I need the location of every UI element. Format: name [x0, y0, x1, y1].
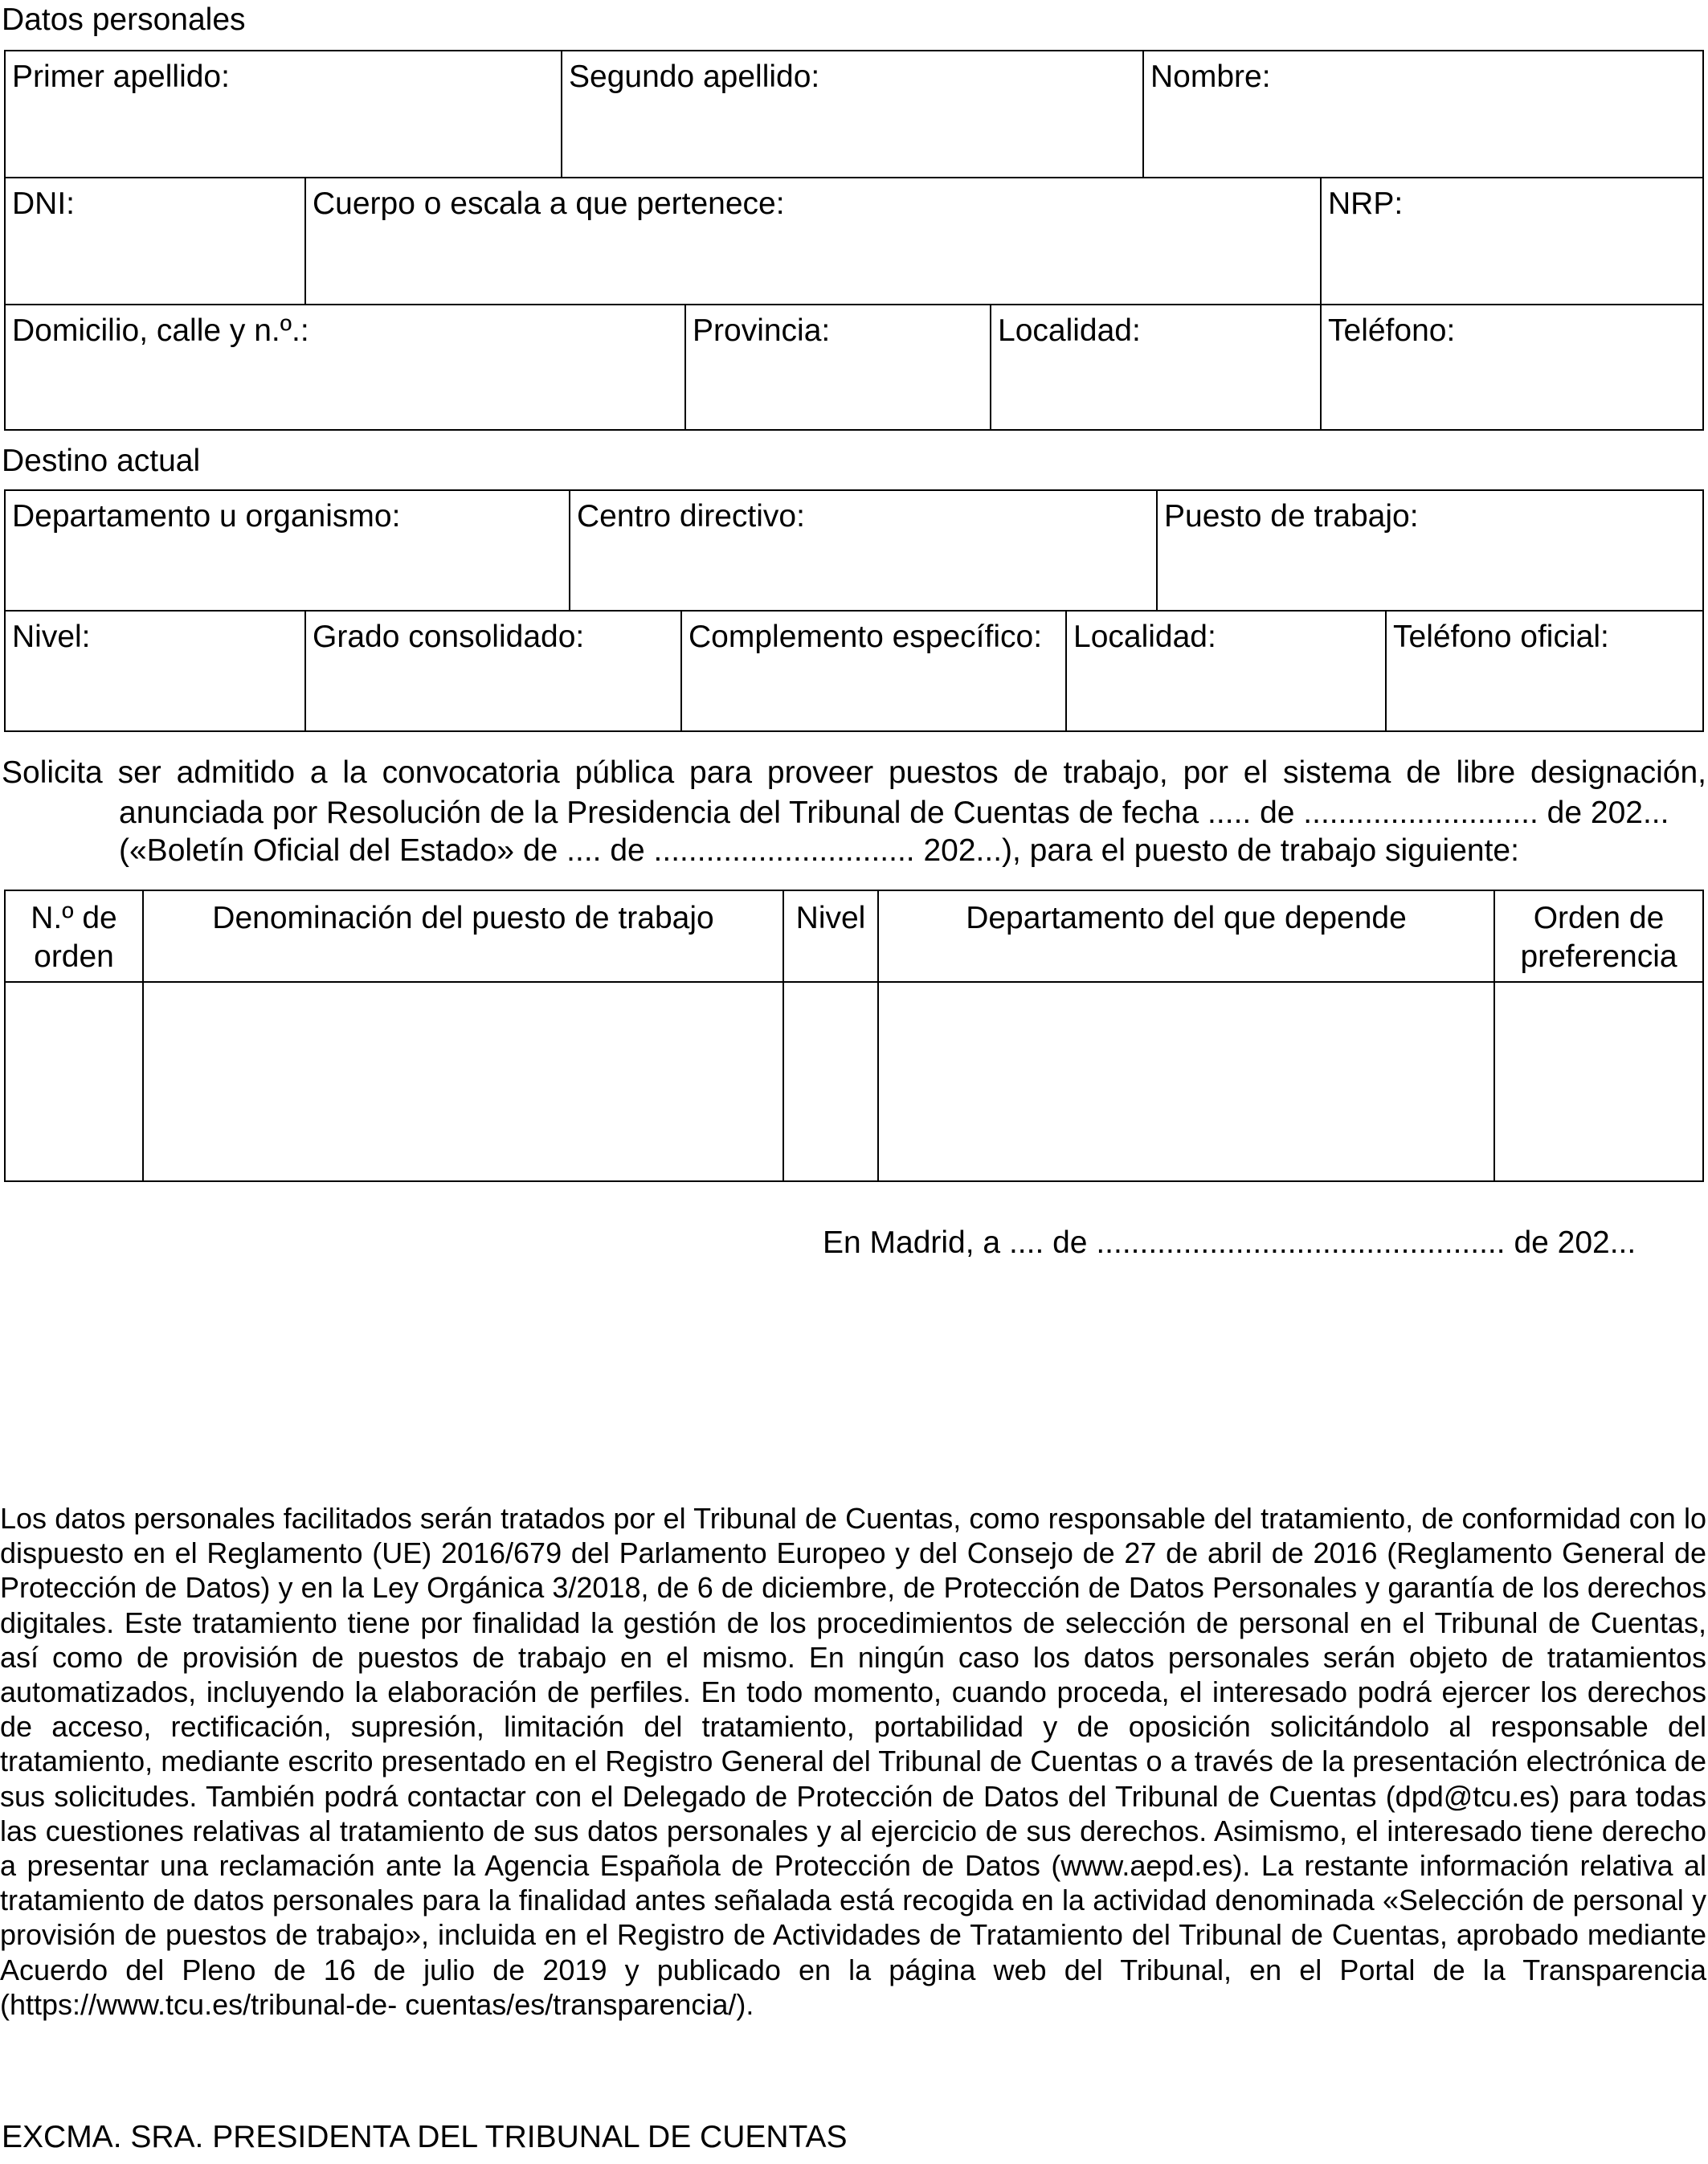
field-localidad-destino[interactable]	[1067, 612, 1387, 730]
field-departamento[interactable]	[6, 491, 570, 612]
header-label: N.º de orden	[31, 901, 117, 974]
header-label: Orden de preferencia	[1520, 901, 1677, 974]
field-grado-consolidado[interactable]	[306, 612, 682, 730]
field-primer-apellido[interactable]	[6, 51, 562, 178]
section-heading-datos-personales: Datos personales	[2, 2, 246, 37]
field-label: Departamento u organismo:	[12, 499, 401, 534]
field-puesto-trabajo[interactable]	[1158, 491, 1702, 612]
table-cell-nivel[interactable]	[784, 983, 879, 1180]
table-cell-preferencia[interactable]	[1495, 983, 1702, 1180]
field-complemento-especifico[interactable]	[682, 612, 1067, 730]
destino-actual-form	[4, 489, 1704, 732]
table-header-preferencia	[1495, 891, 1702, 983]
table-header-departamento	[879, 891, 1495, 983]
field-dni[interactable]	[6, 178, 306, 305]
field-label: Nombre:	[1150, 59, 1271, 94]
field-centro-directivo[interactable]	[570, 491, 1158, 612]
table-header-nivel	[784, 891, 879, 983]
field-label: Primer apellido:	[12, 59, 230, 94]
field-label: Localidad:	[1073, 620, 1216, 654]
field-nrp[interactable]	[1322, 178, 1702, 305]
field-localidad[interactable]	[991, 305, 1322, 429]
field-label: Centro directivo:	[577, 499, 805, 534]
field-nivel[interactable]	[6, 612, 306, 730]
field-label: Grado consolidado:	[313, 620, 585, 654]
field-label: Segundo apellido:	[569, 59, 820, 94]
solicitud-line-1: Solicita ser admitido a la convocatoria pública para proveer puestos de trabajo, por el sistema de libre designación,	[2, 755, 1706, 790]
destinatario: EXCMA. SRA. PRESIDENTA DEL TRIBUNAL DE CUENTAS	[2, 2120, 848, 2154]
field-label: Domicilio, calle y n.º.:	[12, 313, 309, 348]
puestos-table	[4, 890, 1704, 1182]
solicitud-line-3: («Boletín Oficial del Estado» de .... de .............................. 202...), para el puesto de trabajo siguiente:	[119, 833, 1519, 868]
table-header-orden	[6, 891, 144, 983]
lugar-fecha: En Madrid, a .... de ............................................... de 202...	[823, 1225, 1636, 1260]
field-label: Nivel:	[12, 620, 91, 654]
table-header-denominacion	[144, 891, 784, 983]
field-segundo-apellido[interactable]	[562, 51, 1144, 178]
field-telefono[interactable]	[1322, 305, 1702, 429]
field-label: Cuerpo o escala a que pertenece:	[313, 186, 785, 221]
field-label: Localidad:	[998, 313, 1141, 348]
section-heading-destino-actual: Destino actual	[2, 444, 201, 478]
field-label: Puesto de trabajo:	[1164, 499, 1419, 534]
field-label: DNI:	[12, 186, 75, 221]
table-cell-orden[interactable]	[6, 983, 144, 1180]
table-cell-departamento[interactable]	[879, 983, 1495, 1180]
field-label: Complemento específico:	[689, 620, 1043, 654]
table-cell-denominacion[interactable]	[144, 983, 784, 1180]
field-label: NRP:	[1328, 186, 1404, 221]
proteccion-datos-notice: Los datos personales facilitados serán tratados por el Tribunal de Cuentas, como responsable del tratamiento, de conformidad con lo dispuesto en el Reglamento (UE) 2016/679 del Parlamento Europeo y del Consejo de 27 de abril de 2016 (Reglamento General de Protección de Datos) y en la Ley Orgánica 3/2018, de 6 de diciembre, de Protección de Datos Personales y garantía de los derechos digitales. Este tratamiento tiene por finalidad la gestión de los procedimientos de selección de personal en el Tribunal de Cuentas, así como de provisión de puestos de trabajo en el mismo. En ningún caso los datos personales serán objeto de tratamientos automatizados, incluyendo la elaboración de perfiles. En todo momento, cuando proceda, el interesado podrá ejercer los derechos de acceso, rectificación, supresión, limitación del tratamiento, portabilidad y de oposición solicitándolo al responsable del tratamiento, mediante escrito presentado en el Registro General del Tribunal de Cuentas o a través de la presentación electrónica de sus solicitudes. También podrá contactar con el Delegado de Protección de Datos del Tribunal de Cuentas (dpd@tcu.es) para todas las cuestiones relativas al tratamiento de sus datos personales y al ejercicio de sus derechos. Asimismo, el interesado tiene derecho a presentar una reclamación ante la Agencia Española de Protección de Datos (www.aepd.es). La restante información relativa al tratamiento de datos personales para la finalidad antes señalada está recogida en la actividad denominada «Selección de personal y provisión de puestos de trabajo», incluida en el Registro de Actividades de Tratamiento del Tribunal de Cuentas, aprobado mediante Acuerdo del Pleno de 16 de julio de 2019 y publicado en la página web del Tribunal, en el Portal de la Transparencia (https://www.tcu.es/tribunal-de- cuentas/es/transparencia/).	[0, 1502, 1706, 2021]
field-label: Teléfono oficial:	[1393, 620, 1609, 654]
solicitud-line-2: anunciada por Resolución de la Presidencia del Tribunal de Cuentas de fecha ..... de ........................... de 202...	[119, 796, 1669, 830]
field-telefono-oficial[interactable]	[1387, 612, 1702, 730]
field-label: Provincia:	[693, 313, 831, 348]
field-nombre[interactable]	[1144, 51, 1702, 178]
header-label: Departamento del que depende	[966, 901, 1407, 935]
field-label: Teléfono:	[1328, 313, 1456, 348]
header-label: Denominación del puesto de trabajo	[212, 901, 714, 935]
header-label: Nivel	[795, 901, 866, 935]
field-domicilio[interactable]	[6, 305, 686, 429]
field-cuerpo-escala[interactable]	[306, 178, 1322, 305]
field-provincia[interactable]	[686, 305, 991, 429]
personal-data-form	[4, 50, 1704, 431]
